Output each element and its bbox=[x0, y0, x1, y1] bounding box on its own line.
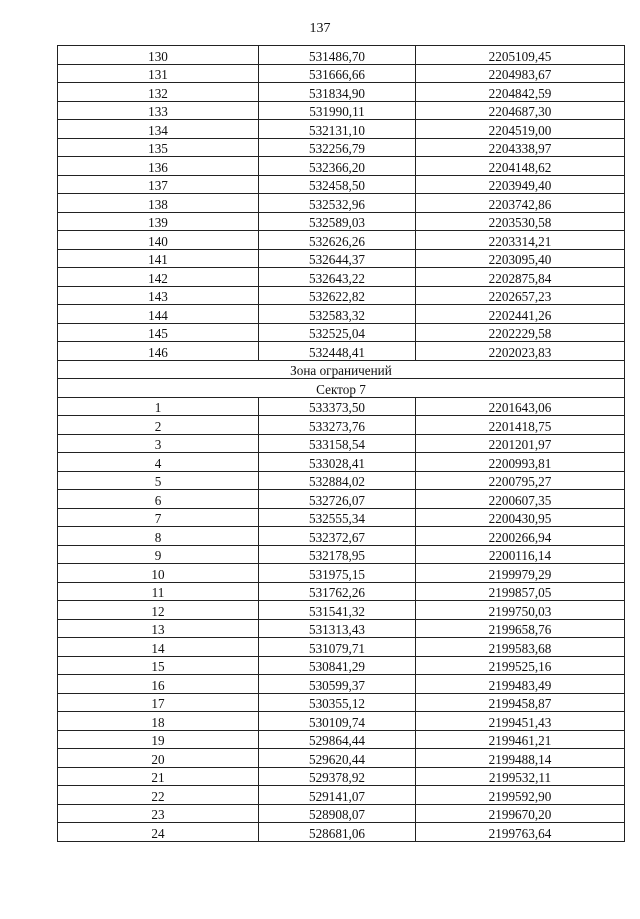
x-coordinate-cell: 533158,54 bbox=[259, 434, 416, 453]
point-number-cell: 138 bbox=[58, 194, 259, 213]
table-row bbox=[58, 527, 625, 546]
table-row bbox=[58, 64, 625, 83]
x-coordinate-cell: 529620,44 bbox=[259, 749, 416, 768]
point-number-cell: 131 bbox=[58, 64, 259, 83]
y-coordinate-cell: 2202023,83 bbox=[416, 342, 625, 361]
y-coordinate-cell: 2203530,58 bbox=[416, 212, 625, 231]
sector-heading: Сектор 7 bbox=[58, 379, 625, 398]
table-row bbox=[58, 286, 625, 305]
table-row bbox=[58, 231, 625, 250]
x-coordinate-cell: 528681,06 bbox=[259, 823, 416, 842]
x-coordinate-cell: 533373,50 bbox=[259, 397, 416, 416]
table-row bbox=[58, 823, 625, 842]
point-number-cell: 133 bbox=[58, 101, 259, 120]
x-coordinate-cell: 528908,07 bbox=[259, 804, 416, 823]
table-row bbox=[58, 471, 625, 490]
x-coordinate-cell: 532622,82 bbox=[259, 286, 416, 305]
point-number-cell: 7 bbox=[58, 508, 259, 527]
table-row bbox=[58, 305, 625, 324]
point-number-cell: 145 bbox=[58, 323, 259, 342]
point-number-cell: 134 bbox=[58, 120, 259, 139]
table-row bbox=[58, 656, 625, 675]
table-row bbox=[58, 767, 625, 786]
table-row bbox=[58, 212, 625, 231]
point-number-cell: 23 bbox=[58, 804, 259, 823]
y-coordinate-cell: 2202875,84 bbox=[416, 268, 625, 287]
table-row bbox=[58, 175, 625, 194]
point-number-cell: 140 bbox=[58, 231, 259, 250]
x-coordinate-cell: 532448,41 bbox=[259, 342, 416, 361]
x-coordinate-cell: 531079,71 bbox=[259, 638, 416, 657]
y-coordinate-cell: 2199857,05 bbox=[416, 582, 625, 601]
x-coordinate-cell: 532644,37 bbox=[259, 249, 416, 268]
y-coordinate-cell: 2204687,30 bbox=[416, 101, 625, 120]
y-coordinate-cell: 2200266,94 bbox=[416, 527, 625, 546]
x-coordinate-cell: 533273,76 bbox=[259, 416, 416, 435]
table-row bbox=[58, 397, 625, 416]
point-number-cell: 144 bbox=[58, 305, 259, 324]
y-coordinate-cell: 2199658,76 bbox=[416, 619, 625, 638]
table-row bbox=[58, 268, 625, 287]
y-coordinate-cell: 2204842,59 bbox=[416, 83, 625, 102]
x-coordinate-cell: 532884,02 bbox=[259, 471, 416, 490]
point-number-cell: 13 bbox=[58, 619, 259, 638]
y-coordinate-cell: 2199532,11 bbox=[416, 767, 625, 786]
table-row bbox=[58, 545, 625, 564]
y-coordinate-cell: 2199525,16 bbox=[416, 656, 625, 675]
y-coordinate-cell: 2203949,40 bbox=[416, 175, 625, 194]
table-row bbox=[58, 749, 625, 768]
sector-heading-row bbox=[58, 379, 625, 398]
y-coordinate-cell: 2204338,97 bbox=[416, 138, 625, 157]
point-number-cell: 14 bbox=[58, 638, 259, 657]
x-coordinate-cell: 529378,92 bbox=[259, 767, 416, 786]
y-coordinate-cell: 2201643,06 bbox=[416, 397, 625, 416]
table-row bbox=[58, 804, 625, 823]
page-number: 137 bbox=[309, 21, 331, 36]
point-number-cell: 136 bbox=[58, 157, 259, 176]
point-number-cell: 16 bbox=[58, 675, 259, 694]
coordinates-table bbox=[57, 45, 625, 842]
table-row bbox=[58, 249, 625, 268]
x-coordinate-cell: 531834,90 bbox=[259, 83, 416, 102]
y-coordinate-cell: 2199763,64 bbox=[416, 823, 625, 842]
table-row bbox=[58, 675, 625, 694]
x-coordinate-cell: 532643,22 bbox=[259, 268, 416, 287]
x-coordinate-cell: 530599,37 bbox=[259, 675, 416, 694]
point-number-cell: 15 bbox=[58, 656, 259, 675]
y-coordinate-cell: 2200116,14 bbox=[416, 545, 625, 564]
table-row bbox=[58, 46, 625, 65]
x-coordinate-cell: 531666,66 bbox=[259, 64, 416, 83]
table-row bbox=[58, 416, 625, 435]
x-coordinate-cell: 532458,50 bbox=[259, 175, 416, 194]
y-coordinate-cell: 2199592,90 bbox=[416, 786, 625, 805]
x-coordinate-cell: 532178,95 bbox=[259, 545, 416, 564]
point-number-cell: 18 bbox=[58, 712, 259, 731]
y-coordinate-cell: 2203742,86 bbox=[416, 194, 625, 213]
x-coordinate-cell: 532589,03 bbox=[259, 212, 416, 231]
y-coordinate-cell: 2205109,45 bbox=[416, 46, 625, 65]
point-number-cell: 1 bbox=[58, 397, 259, 416]
x-coordinate-cell: 532131,10 bbox=[259, 120, 416, 139]
y-coordinate-cell: 2203314,21 bbox=[416, 231, 625, 250]
x-coordinate-cell: 532555,34 bbox=[259, 508, 416, 527]
point-number-cell: 21 bbox=[58, 767, 259, 786]
x-coordinate-cell: 532626,26 bbox=[259, 231, 416, 250]
x-coordinate-cell: 531486,70 bbox=[259, 46, 416, 65]
y-coordinate-cell: 2202441,26 bbox=[416, 305, 625, 324]
table-row bbox=[58, 138, 625, 157]
x-coordinate-cell: 529864,44 bbox=[259, 730, 416, 749]
point-number-cell: 17 bbox=[58, 693, 259, 712]
point-number-cell: 130 bbox=[58, 46, 259, 65]
y-coordinate-cell: 2199458,87 bbox=[416, 693, 625, 712]
point-number-cell: 9 bbox=[58, 545, 259, 564]
y-coordinate-cell: 2199670,20 bbox=[416, 804, 625, 823]
x-coordinate-cell: 532525,04 bbox=[259, 323, 416, 342]
y-coordinate-cell: 2200607,35 bbox=[416, 490, 625, 509]
x-coordinate-cell: 530841,29 bbox=[259, 656, 416, 675]
table-row bbox=[58, 730, 625, 749]
x-coordinate-cell: 532256,79 bbox=[259, 138, 416, 157]
x-coordinate-cell: 533028,41 bbox=[259, 453, 416, 472]
x-coordinate-cell: 531313,43 bbox=[259, 619, 416, 638]
table-row bbox=[58, 508, 625, 527]
y-coordinate-cell: 2201418,75 bbox=[416, 416, 625, 435]
y-coordinate-cell: 2204148,62 bbox=[416, 157, 625, 176]
x-coordinate-cell: 531990,11 bbox=[259, 101, 416, 120]
table-row bbox=[58, 490, 625, 509]
y-coordinate-cell: 2199483,49 bbox=[416, 675, 625, 694]
y-coordinate-cell: 2204983,67 bbox=[416, 64, 625, 83]
table-row bbox=[58, 434, 625, 453]
point-number-cell: 141 bbox=[58, 249, 259, 268]
x-coordinate-cell: 532366,20 bbox=[259, 157, 416, 176]
table-row bbox=[58, 582, 625, 601]
point-number-cell: 142 bbox=[58, 268, 259, 287]
table-section-headings bbox=[58, 360, 625, 397]
y-coordinate-cell: 2202657,23 bbox=[416, 286, 625, 305]
table-row bbox=[58, 83, 625, 102]
point-number-cell: 10 bbox=[58, 564, 259, 583]
table-body-bottom bbox=[58, 397, 625, 841]
y-coordinate-cell: 2199583,68 bbox=[416, 638, 625, 657]
y-coordinate-cell: 2202229,58 bbox=[416, 323, 625, 342]
x-coordinate-cell: 530355,12 bbox=[259, 693, 416, 712]
x-coordinate-cell: 532532,96 bbox=[259, 194, 416, 213]
table-row bbox=[58, 712, 625, 731]
point-number-cell: 5 bbox=[58, 471, 259, 490]
x-coordinate-cell: 530109,74 bbox=[259, 712, 416, 731]
point-number-cell: 137 bbox=[58, 175, 259, 194]
table-row bbox=[58, 157, 625, 176]
point-number-cell: 22 bbox=[58, 786, 259, 805]
y-coordinate-cell: 2199461,21 bbox=[416, 730, 625, 749]
table-row bbox=[58, 342, 625, 361]
x-coordinate-cell: 531762,26 bbox=[259, 582, 416, 601]
y-coordinate-cell: 2199750,03 bbox=[416, 601, 625, 620]
table-row bbox=[58, 619, 625, 638]
y-coordinate-cell: 2201201,97 bbox=[416, 434, 625, 453]
y-coordinate-cell: 2199451,43 bbox=[416, 712, 625, 731]
table-row bbox=[58, 564, 625, 583]
table-body-top bbox=[58, 46, 625, 361]
x-coordinate-cell: 532583,32 bbox=[259, 305, 416, 324]
y-coordinate-cell: 2199488,14 bbox=[416, 749, 625, 768]
point-number-cell: 12 bbox=[58, 601, 259, 620]
table-row bbox=[58, 786, 625, 805]
point-number-cell: 24 bbox=[58, 823, 259, 842]
y-coordinate-cell: 2204519,00 bbox=[416, 120, 625, 139]
y-coordinate-cell: 2200430,95 bbox=[416, 508, 625, 527]
x-coordinate-cell: 531975,15 bbox=[259, 564, 416, 583]
table-row bbox=[58, 120, 625, 139]
table-row bbox=[58, 194, 625, 213]
table-row bbox=[58, 693, 625, 712]
point-number-cell: 2 bbox=[58, 416, 259, 435]
zone-heading-row bbox=[58, 360, 625, 379]
point-number-cell: 4 bbox=[58, 453, 259, 472]
table-row bbox=[58, 323, 625, 342]
point-number-cell: 146 bbox=[58, 342, 259, 361]
y-coordinate-cell: 2200795,27 bbox=[416, 471, 625, 490]
y-coordinate-cell: 2203095,40 bbox=[416, 249, 625, 268]
point-number-cell: 135 bbox=[58, 138, 259, 157]
point-number-cell: 20 bbox=[58, 749, 259, 768]
table-row bbox=[58, 101, 625, 120]
point-number-cell: 6 bbox=[58, 490, 259, 509]
zone-heading: Зона ограничений bbox=[58, 360, 625, 379]
point-number-cell: 8 bbox=[58, 527, 259, 546]
table-row bbox=[58, 453, 625, 472]
table-row bbox=[58, 601, 625, 620]
point-number-cell: 143 bbox=[58, 286, 259, 305]
x-coordinate-cell: 531541,32 bbox=[259, 601, 416, 620]
y-coordinate-cell: 2200993,81 bbox=[416, 453, 625, 472]
x-coordinate-cell: 529141,07 bbox=[259, 786, 416, 805]
x-coordinate-cell: 532726,07 bbox=[259, 490, 416, 509]
point-number-cell: 139 bbox=[58, 212, 259, 231]
y-coordinate-cell: 2199979,29 bbox=[416, 564, 625, 583]
x-coordinate-cell: 532372,67 bbox=[259, 527, 416, 546]
point-number-cell: 19 bbox=[58, 730, 259, 749]
point-number-cell: 3 bbox=[58, 434, 259, 453]
point-number-cell: 11 bbox=[58, 582, 259, 601]
table-row bbox=[58, 638, 625, 657]
point-number-cell: 132 bbox=[58, 83, 259, 102]
